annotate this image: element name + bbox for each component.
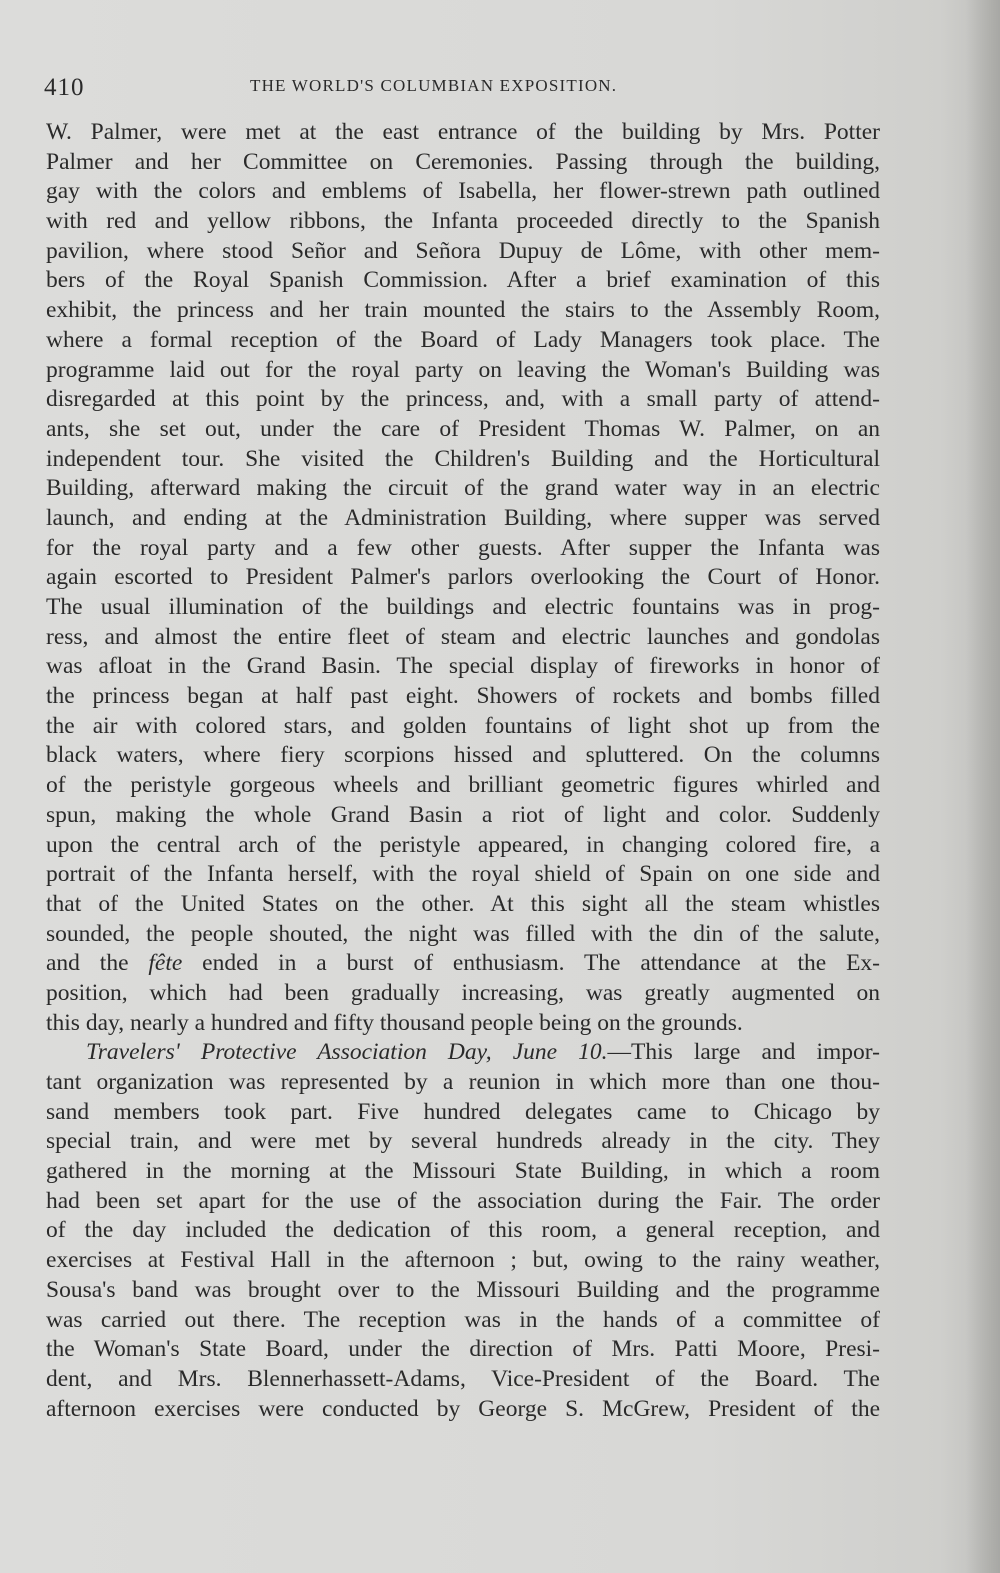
text-line: dent, and Mrs. Blennerhassett-Adams, Vice-President of the Board. The <box>46 1365 880 1392</box>
page-number: 410 <box>44 74 85 101</box>
section-heading-italic: Travelers' Protective Association Day, June 10. <box>86 1039 608 1066</box>
text-line: launch, and ending at the Administration Building, where supper was served <box>46 504 880 531</box>
text-line: independent tour. She visited the Children's Building and the Horticultural <box>46 445 880 472</box>
text-line: Sousa's band was brought over to the Missouri Building and the programme <box>46 1276 880 1303</box>
text-line: exhibit, the princess and her train mounted the stairs to the Assembly Room, <box>46 297 880 324</box>
text-line: ress, and almost the entire fleet of steam and electric launches and gondolas <box>46 623 880 650</box>
text-line: this day, nearly a hundred and fifty thousand people being on the grounds. <box>46 1009 743 1036</box>
text-line: sounded, the people shouted, the night was filled with the din of the salute, <box>46 920 880 947</box>
text-line: was afloat in the Grand Basin. The special display of fireworks in honor of <box>46 653 880 680</box>
text-line: gay with the colors and emblems of Isabella, her flower-strewn path outlined <box>46 178 880 205</box>
text-line: black waters, where fiery scorpions hissed and spluttered. On the columns <box>46 742 880 769</box>
text-line: Palmer and her Committee on Ceremonies. Passing through the building, <box>46 148 880 175</box>
text-line: the princess began at half past eight. Showers of rockets and bombs filled <box>46 683 880 710</box>
text-line: bers of the Royal Spanish Commission. After a brief examination of this <box>46 267 880 294</box>
text-line: for the royal party and a few other guests. After supper the Infanta was <box>46 534 880 561</box>
text-line: had been set apart for the use of the association during the Fair. The order <box>46 1187 880 1214</box>
page-spine-shadow <box>966 0 1000 1573</box>
text-line: sand members took part. Five hundred delegates came to Chicago by <box>46 1098 880 1125</box>
text-line: where a formal reception of the Board of Lady Managers took place. The <box>46 326 880 353</box>
paragraph-heading-line <box>46 1038 880 1068</box>
text-line: Building, afterward making the circuit of the grand water way in an electric <box>46 475 880 502</box>
text-line: spun, making the whole Grand Basin a riot of light and color. Suddenly <box>46 801 880 828</box>
text-line: ants, she set out, under the care of President Thomas W. Palmer, on an <box>46 415 880 442</box>
text-line: again escorted to President Palmer's parlors overlooking the Court of Honor. <box>46 564 880 591</box>
text-line: afternoon exercises were conducted by George S. McGrew, President of the <box>46 1395 880 1422</box>
text-line: was carried out there. The reception was in the hands of a committee of <box>46 1306 880 1333</box>
text-line-fete <box>46 949 880 979</box>
text-line: The usual illumination of the buildings and electric fountains was in prog- <box>46 594 880 620</box>
text-line: disregarded at this point by the princess, and, with a small party of attend- <box>46 386 880 413</box>
text-line: the Woman's State Board, under the direction of Mrs. Patti Moore, Presi- <box>46 1336 880 1363</box>
text-line: with red and yellow ribbons, the Infanta proceeded directly to the Spanish <box>46 208 880 235</box>
text-line: that of the United States on the other. At this sight all the steam whistles <box>46 890 880 917</box>
page-header <box>44 70 884 104</box>
text-segment: —This large and impor- <box>607 1039 880 1066</box>
text-line: of the day included the dedication of this room, a general reception, and <box>46 1217 880 1244</box>
text-segment: and the <box>46 950 149 977</box>
text-line: exercises at Festival Hall in the afternoon ; but, owing to the rainy weather, <box>46 1247 880 1274</box>
text-line: gathered in the morning at the Missouri State Building, in which a room <box>46 1158 880 1185</box>
text-line: position, which had been gradually increasing, was greatly augmented on <box>46 979 880 1006</box>
text-line: of the peristyle gorgeous wheels and brilliant geometric figures whirled and <box>46 772 880 799</box>
text-line: programme laid out for the royal party on leaving the Woman's Building was <box>46 356 880 383</box>
text-line: tant organization was represented by a reunion in which more than one thou- <box>46 1069 880 1095</box>
italic-word-fete: fête <box>148 950 183 977</box>
running-head: THE WORLD'S COLUMBIAN EXPOSITION. <box>250 76 618 95</box>
text-line: the air with colored stars, and golden fountains of light shot up from the <box>46 712 880 739</box>
text-line: W. Palmer, were met at the east entrance of the building by Mrs. Potter <box>46 119 880 145</box>
text-line: upon the central arch of the peristyle appeared, in changing colored fire, a <box>46 831 880 858</box>
body-text <box>46 118 880 1424</box>
text-line: pavilion, where stood Señor and Señora Dupuy de Lôme, with other mem- <box>46 237 880 264</box>
text-line: portrait of the Infanta herself, with the royal shield of Spain on one side and <box>46 861 880 888</box>
text-segment: ended in a burst of enthusiasm. The attendance at the Ex- <box>182 950 880 977</box>
text-line: special train, and were met by several hundreds already in the city. They <box>46 1128 880 1155</box>
